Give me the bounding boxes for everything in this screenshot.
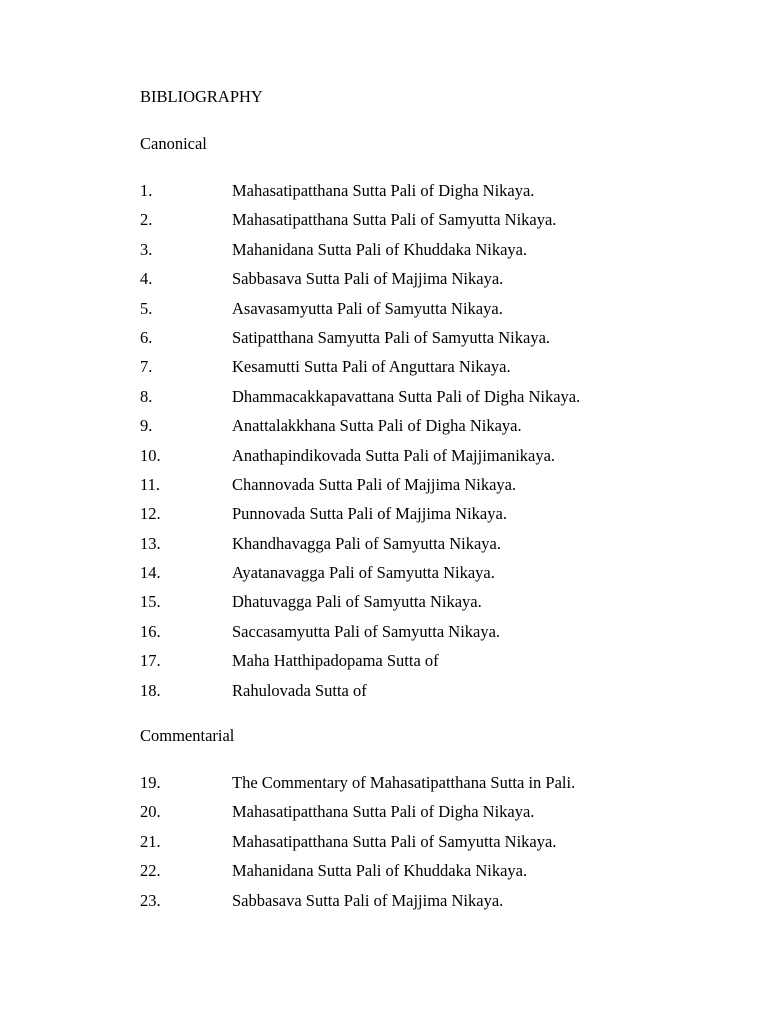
item-citation: Anathapindikovada Sutta Pali of Majjimanikaya. <box>232 445 556 465</box>
list-item <box>140 861 575 890</box>
list-item <box>140 563 580 592</box>
item-citation: Dhatuvagga Pali of Samyutta Nikaya. <box>232 592 482 612</box>
item-number: 19. <box>140 773 161 792</box>
item-number: 15. <box>140 592 161 612</box>
item-number: 11. <box>140 474 161 494</box>
item-number: 9. <box>140 416 153 436</box>
list-item <box>140 475 580 504</box>
section-heading-commentarial: Commentarial <box>140 726 235 745</box>
item-number: 21. <box>140 831 161 851</box>
item-number: 8. <box>140 386 153 406</box>
item-citation: Mahasatipatthana Sutta Pali of Digha Nikaya. <box>232 802 535 822</box>
item-number: 3. <box>140 239 153 259</box>
item-number: 20. <box>140 802 161 822</box>
commentarial-list <box>140 773 575 920</box>
item-number: 10. <box>140 445 161 465</box>
item-number: 5. <box>140 298 153 318</box>
item-citation: Mahanidana Sutta Pali of Khuddaka Nikaya. <box>232 861 528 881</box>
item-number: 6. <box>140 327 153 347</box>
page-title: BIBLIOGRAPHY <box>140 87 263 106</box>
list-item <box>140 891 575 920</box>
item-number: 17. <box>140 651 161 671</box>
item-citation: Saccasamyutta Pali of Samyutta Nikaya. <box>232 621 501 641</box>
item-citation: Anattalakkhana Sutta Pali of Digha Nikaya. <box>232 416 522 436</box>
item-number: 4. <box>140 269 153 289</box>
list-item <box>140 446 580 475</box>
list-item <box>140 210 580 239</box>
list-item <box>140 651 580 680</box>
item-citation: Mahasatipatthana Sutta Pali of Digha Nikaya. <box>232 181 535 200</box>
item-citation: Sabbasava Sutta Pali of Majjima Nikaya. <box>232 269 504 289</box>
canonical-list <box>140 181 580 710</box>
item-citation: Punnovada Sutta Pali of Majjima Nikaya. <box>232 504 507 524</box>
list-item <box>140 416 580 445</box>
item-number: 18. <box>140 680 161 700</box>
list-item <box>140 240 580 269</box>
item-citation: Kesamutti Sutta Pali of Anguttara Nikaya. <box>232 357 511 377</box>
list-item <box>140 592 580 621</box>
item-citation: Sabbasava Sutta Pali of Majjima Nikaya. <box>232 890 504 910</box>
item-citation: Mahanidana Sutta Pali of Khuddaka Nikaya. <box>232 239 528 259</box>
item-number: 12. <box>140 504 161 524</box>
list-item <box>140 181 580 210</box>
list-item <box>140 622 580 651</box>
list-item <box>140 504 580 533</box>
item-number: 16. <box>140 621 161 641</box>
item-citation: Satipatthana Samyutta Pali of Samyutta Nikaya. <box>232 327 551 347</box>
item-citation: Dhammacakkapavattana Sutta Pali of Digha Nikaya. <box>232 386 581 406</box>
item-number: 23. <box>140 890 161 910</box>
item-number: 14. <box>140 563 161 583</box>
item-citation: Maha Hatthipadopama Sutta of <box>232 651 439 671</box>
item-number: 13. <box>140 533 161 553</box>
item-citation: Mahasatipatthana Sutta Pali of Samyutta Nikaya. <box>232 210 557 230</box>
item-citation: Rahulovada Sutta of <box>232 680 367 700</box>
list-item <box>140 681 580 710</box>
item-citation: Ayatanavagga Pali of Samyutta Nikaya. <box>232 563 495 583</box>
item-citation: Mahasatipatthana Sutta Pali of Samyutta Nikaya. <box>232 831 557 851</box>
list-item <box>140 299 580 328</box>
section-heading-canonical: Canonical <box>140 134 207 153</box>
item-citation: Khandhavagga Pali of Samyutta Nikaya. <box>232 533 501 553</box>
list-item <box>140 773 575 802</box>
list-item <box>140 832 575 861</box>
list-item <box>140 387 580 416</box>
item-number: 1. <box>140 181 153 200</box>
list-item <box>140 534 580 563</box>
item-number: 7. <box>140 357 153 377</box>
list-item <box>140 269 580 298</box>
list-item <box>140 357 580 386</box>
list-item <box>140 802 575 831</box>
item-citation: Channovada Sutta Pali of Majjima Nikaya. <box>232 474 517 494</box>
item-number: 22. <box>140 861 161 881</box>
item-number: 2. <box>140 210 153 230</box>
list-item <box>140 328 580 357</box>
item-citation: The Commentary of Mahasatipatthana Sutta in Pali. <box>232 773 576 792</box>
item-citation: Asavasamyutta Pali of Samyutta Nikaya. <box>232 298 503 318</box>
